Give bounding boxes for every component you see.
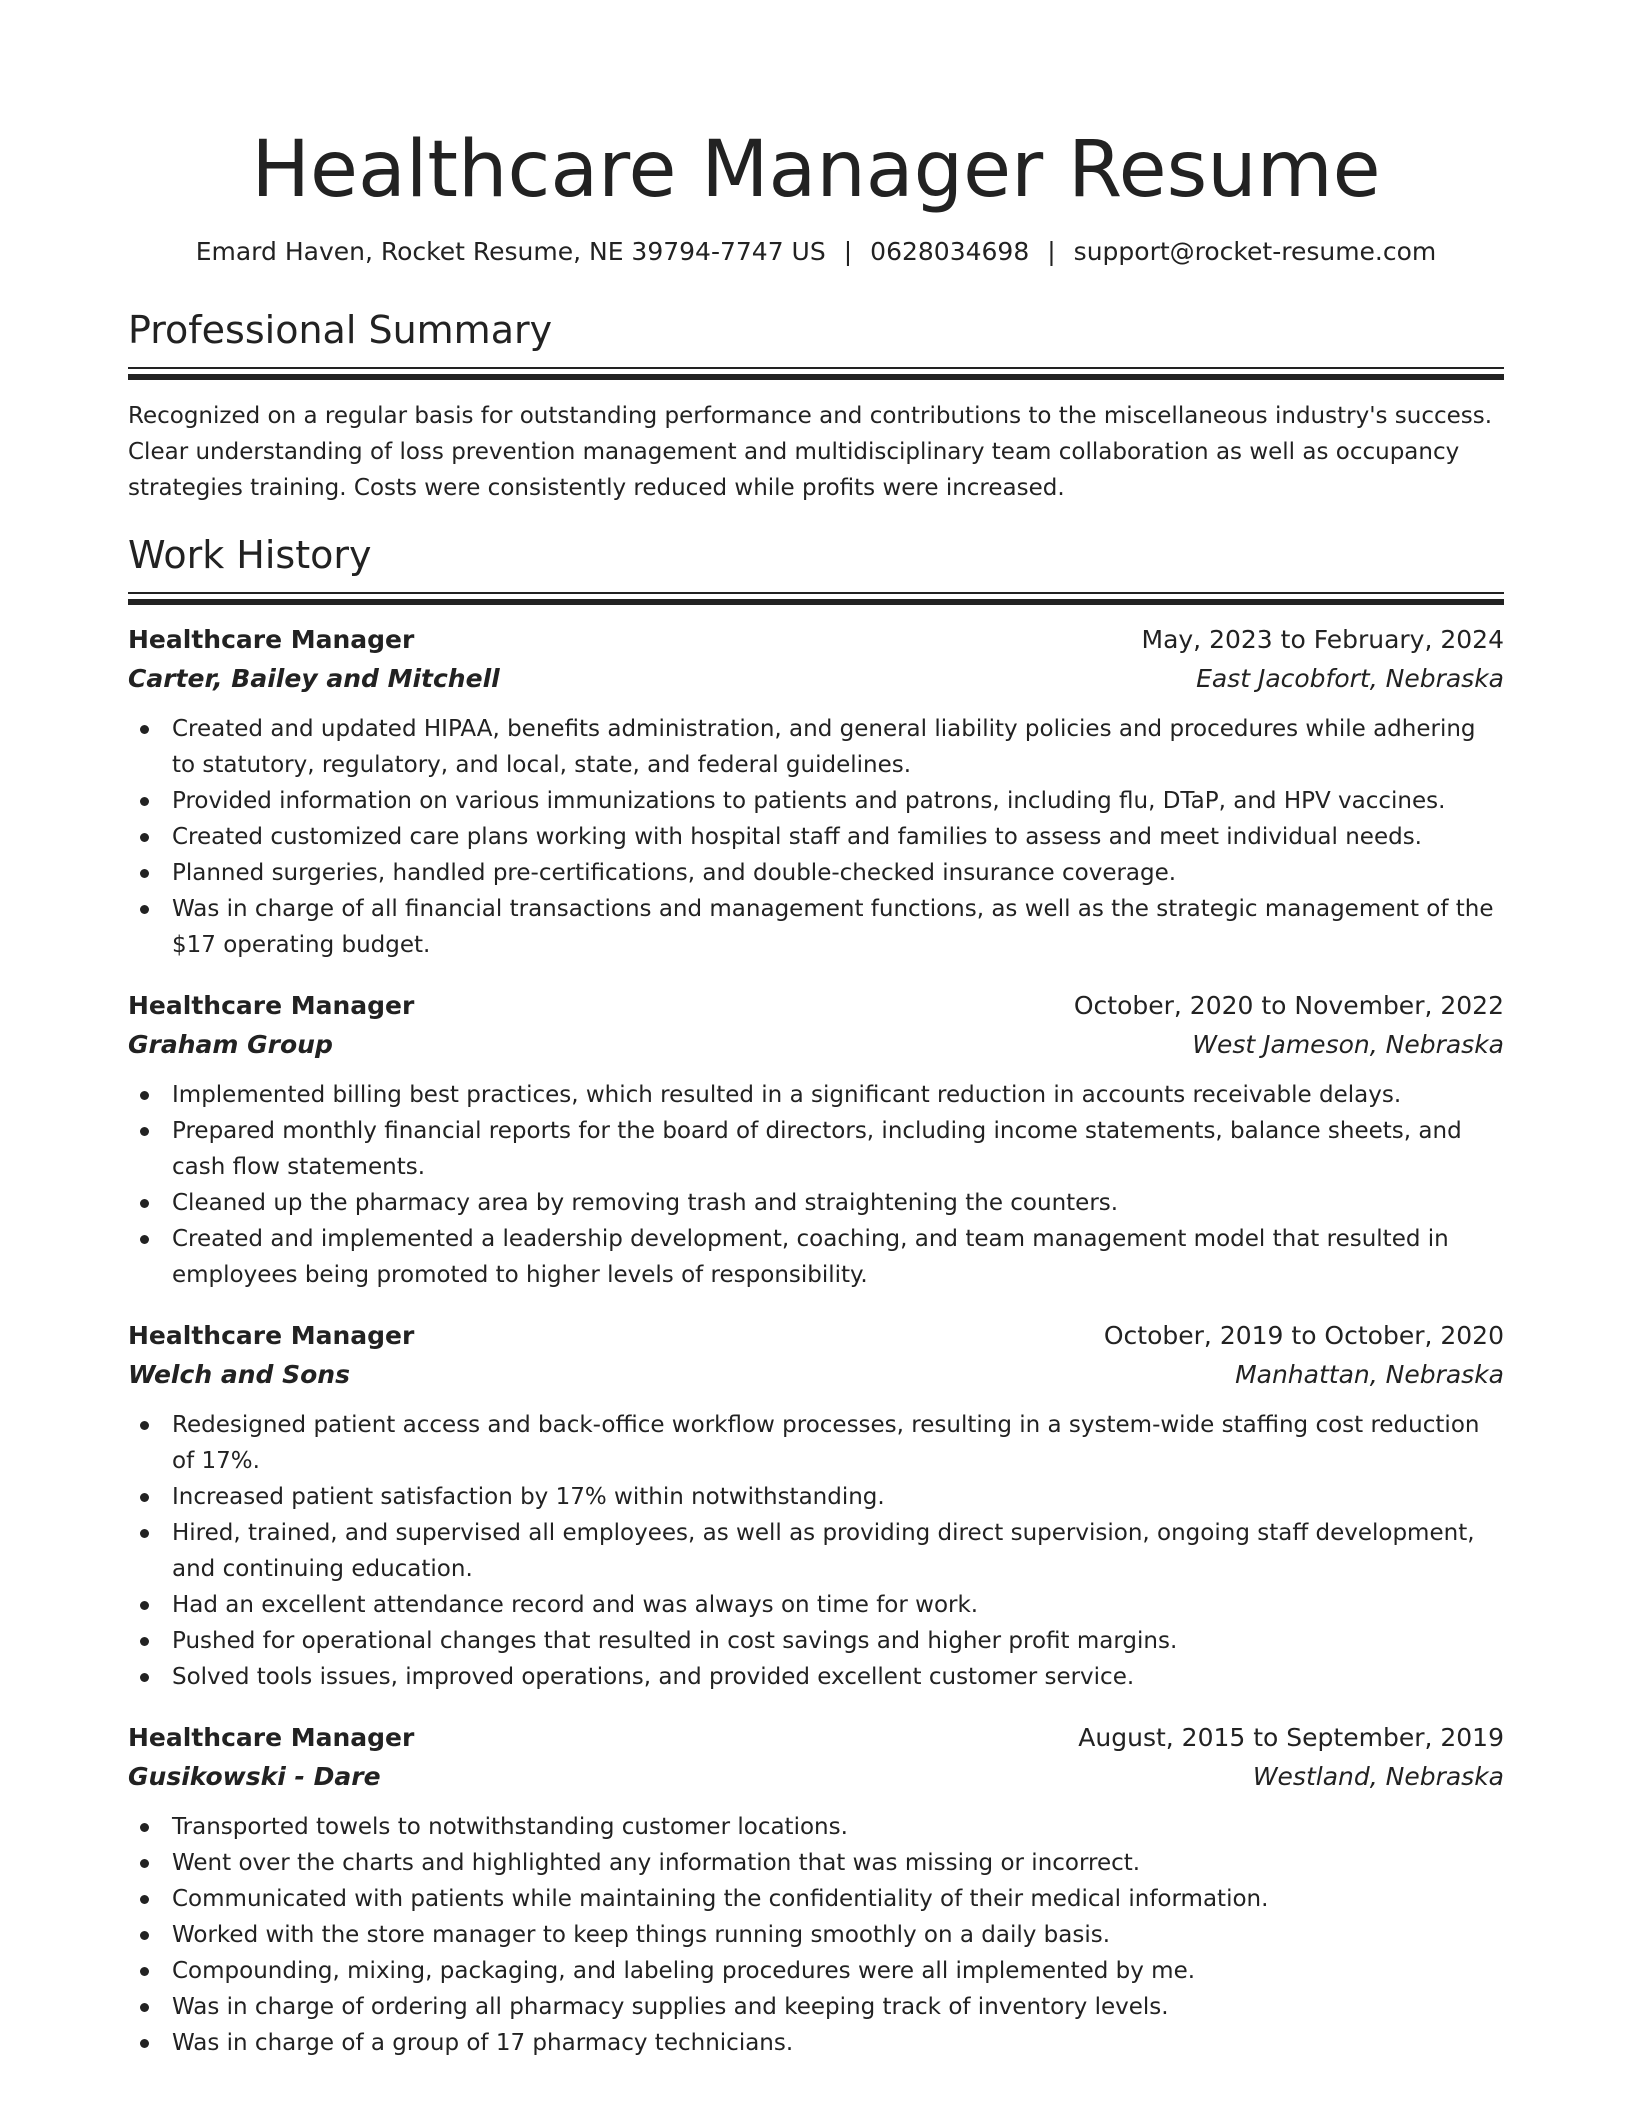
job-company-row	[128, 659, 1504, 699]
job-bullet: Hired, trained, and supervised all employees, as well as providing direct supervision, ongoing staff development, and continuing education.	[172, 1515, 1504, 1587]
job-bullet: Worked with the store manager to keep things running smoothly on a daily basis.	[172, 1917, 1504, 1953]
summary-heading: Professional Summary	[128, 308, 553, 352]
job-entry	[128, 621, 1504, 963]
job-bullet: Redesigned patient access and back-office workflow processes, resulting in a system-wide staffing cost reduction of 17%.	[172, 1407, 1504, 1479]
job-bullet: Communicated with patients while maintaining the confidentiality of their medical information.	[172, 1881, 1504, 1917]
section-divider-thin	[128, 367, 1504, 369]
job-bullet: Cleaned up the pharmacy area by removing trash and straightening the counters.	[172, 1185, 1504, 1221]
job-entry	[128, 1719, 1504, 2061]
job-bullet: Compounding, mixing, packaging, and labeling procedures were all implemented by me.	[172, 1953, 1504, 1989]
job-company-row	[128, 1025, 1504, 1065]
summary-line: Clear understanding of loss prevention management and multidisciplinary team collaboration as well as occupancy	[128, 439, 1460, 465]
page-title: Healthcare Manager Resume	[251, 125, 1381, 215]
job-header-row	[128, 621, 1504, 659]
summary-text	[128, 398, 1504, 506]
section-divider-thin	[128, 592, 1504, 594]
job-bullet: Pushed for operational changes that resulted in cost savings and higher profit margins.	[172, 1623, 1504, 1659]
job-bullet: Created and implemented a leadership development, coaching, and team management model that resulted in employees being promoted to higher levels of responsibility.	[172, 1221, 1504, 1293]
summary-line: strategies training. Costs were consistently reduced while profits were increased.	[128, 475, 1065, 501]
section-divider-thick	[128, 374, 1504, 380]
job-bullet: Created customized care plans working with hospital staff and families to assess and meet individual needs.	[172, 819, 1504, 855]
job-location: East Jacobfort, Nebraska	[1196, 664, 1504, 693]
contact-line	[128, 235, 1504, 269]
resume-page	[128, 0, 1504, 2061]
job-bullet-list	[128, 711, 1504, 963]
job-bullet-list	[128, 1809, 1504, 2061]
job-location: Manhattan, Nebraska	[1235, 1360, 1504, 1389]
job-location: West Jameson, Nebraska	[1192, 1030, 1504, 1059]
work-history-heading: Work History	[128, 533, 372, 577]
contact-email: support@rocket-resume.com	[1073, 237, 1437, 266]
job-company-row	[128, 1757, 1504, 1797]
job-bullet: Was in charge of ordering all pharmacy supplies and keeping track of inventory levels.	[172, 1989, 1504, 2025]
job-entry	[128, 987, 1504, 1293]
job-title: Healthcare Manager	[128, 991, 415, 1020]
job-title: Healthcare Manager	[128, 625, 415, 654]
job-company: Graham Group	[128, 1030, 333, 1059]
job-header-row	[128, 1317, 1504, 1355]
contact-separator: |	[1047, 237, 1056, 266]
job-company-row	[128, 1355, 1504, 1395]
summary-line: Recognized on a regular basis for outstanding performance and contributions to the miscellaneous industry's success.	[128, 403, 1493, 429]
job-header-row	[128, 1719, 1504, 1757]
contact-phone: 0628034698	[870, 237, 1030, 266]
job-header-row	[128, 987, 1504, 1025]
job-company: Welch and Sons	[128, 1360, 350, 1389]
job-title: Healthcare Manager	[128, 1723, 415, 1752]
job-location: Westland, Nebraska	[1252, 1762, 1504, 1791]
job-bullet: Was in charge of all financial transactions and management functions, as well as the strategic management of the $17 operating budget.	[172, 891, 1504, 963]
job-dates: August, 2015 to September, 2019	[1078, 1723, 1504, 1752]
section-divider-thick	[128, 599, 1504, 605]
job-bullet: Increased patient satisfaction by 17% within notwithstanding.	[172, 1479, 1504, 1515]
contact-address: Emard Haven, Rocket Resume, NE 39794-7747 US	[195, 237, 826, 266]
job-entry	[128, 1317, 1504, 1695]
job-bullet: Went over the charts and highlighted any information that was missing or incorrect.	[172, 1845, 1504, 1881]
job-dates: May, 2023 to February, 2024	[1141, 625, 1504, 654]
job-bullet-list	[128, 1077, 1504, 1293]
job-dates: October, 2020 to November, 2022	[1073, 991, 1504, 1020]
job-bullet: Created and updated HIPAA, benefits administration, and general liability policies and procedures while adhering to statutory, regulatory, and local, state, and federal guidelines.	[172, 711, 1504, 783]
job-bullet-list	[128, 1407, 1504, 1695]
job-bullet: Solved tools issues, improved operations, and provided excellent customer service.	[172, 1659, 1504, 1695]
job-bullet: Implemented billing best practices, which resulted in a significant reduction in accounts receivable delays.	[172, 1077, 1504, 1113]
job-dates: October, 2019 to October, 2020	[1103, 1321, 1504, 1350]
job-bullet: Prepared monthly financial reports for the board of directors, including income statements, balance sheets, and cash flow statements.	[172, 1113, 1504, 1185]
job-bullet: Provided information on various immunizations to patients and patrons, including flu, DTaP, and HPV vaccines.	[172, 783, 1504, 819]
job-bullet: Was in charge of a group of 17 pharmacy technicians.	[172, 2025, 1504, 2061]
job-bullet: Transported towels to notwithstanding customer locations.	[172, 1809, 1504, 1845]
job-company: Carter, Bailey and Mitchell	[128, 664, 500, 693]
job-bullet: Planned surgeries, handled pre-certifications, and double-checked insurance coverage.	[172, 855, 1504, 891]
job-bullet: Had an excellent attendance record and was always on time for work.	[172, 1587, 1504, 1623]
job-title: Healthcare Manager	[128, 1321, 415, 1350]
contact-separator: |	[843, 237, 853, 266]
job-company: Gusikowski - Dare	[128, 1762, 381, 1791]
